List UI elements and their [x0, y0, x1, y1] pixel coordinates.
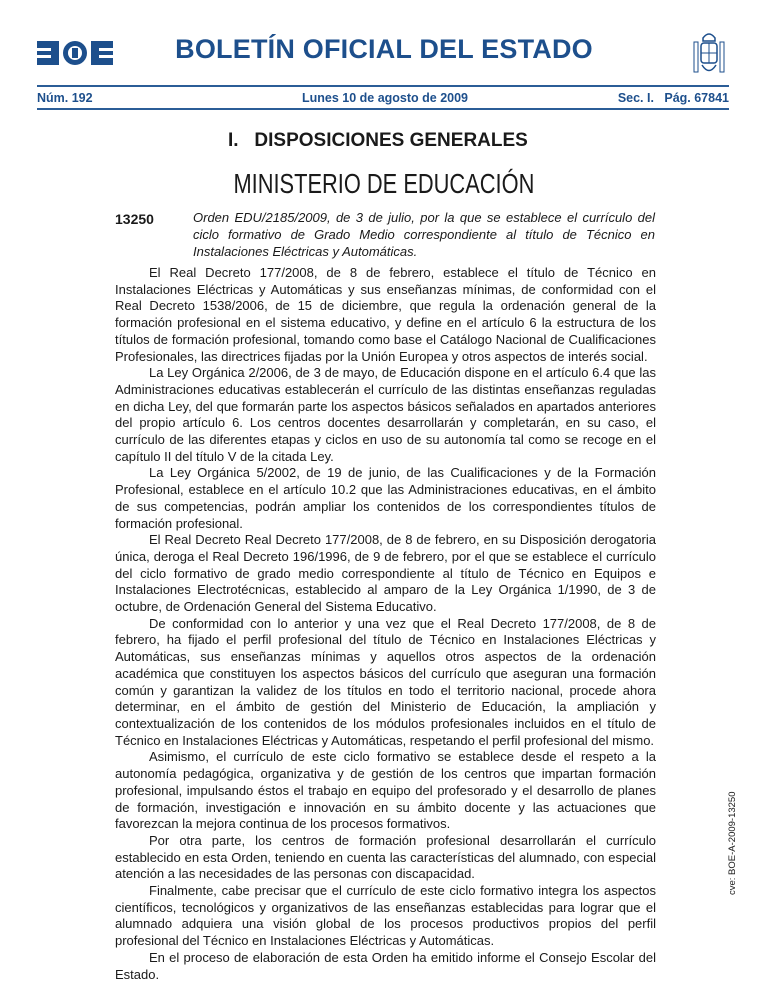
coat-of-arms-icon [692, 30, 726, 78]
header-rule-bottom [37, 108, 729, 110]
paragraph: El Real Decreto Real Decreto 177/2008, de 8 de febrero, en su Disposición derogatoria única, deroga el Real Decreto 196/1996, de 9 de febrero, por el que se establece el currículo del ciclo formativo de grado medio correspondiente al título de Técnico en Equipos e Instalaciones Electrotécnicas, establecido al amparo de la Ley Orgánica 1/1990, de 3 de octubre, de Ordenación General del Sistema Educativo. [115, 532, 656, 615]
issue-number: Núm. 192 [37, 91, 93, 105]
paragraph: Finalmente, cabe precisar que el currículo de este ciclo formativo integra los aspectos científicos, tecnológicos y organizativos de las enseñanzas establecidas para lograr que el alumnado adquiera una visión global de los procesos productivos propios del perfil profesional del Técnico en Instalaciones Eléctricas y Automáticas. [115, 883, 656, 949]
paragraph: La Ley Orgánica 2/2006, de 3 de mayo, de Educación dispone en el artículo 6.4 que las Administraciones educativas establecerán el currículo de las distintas enseñanzas reguladas en dicha Ley, del que formarán parte los aspectos básicos señalados en apartados anteriores del propio artículo 6. Los centros docentes desarrollarán y completarán, en su caso, el currículo de las diferentes etapas y ciclos en uso de su autonomía tal como se recoge en el capítulo II del título V de la citada Ley. [115, 365, 656, 464]
order-body [115, 265, 656, 983]
paragraph: El Real Decreto 177/2008, de 8 de febrero, establece el título de Técnico en Instalaciones Eléctricas y Automáticas y sus enseñanzas mínimas, de conformidad con el Real Decreto 1538/2006, de 15 de diciembre, que regula la ordenación general de la formación profesional en el sistema educativo, y define en el artículo 6 la estructura de los títulos de formación profesional, tomando como base el Catálogo Nacional de Cualificaciones Profesionales, las directrices fijadas por la Unión Europea y otros aspectos de interés social. [115, 265, 656, 364]
order-summary: Orden EDU/2185/2009, de 3 de julio, por la que se establece el currículo del ciclo formativo de Grado Medio correspondiente al título de Técnico en Instalaciones Eléctricas y Automáticas. [193, 210, 655, 259]
bulletin-title: BOLETÍN OFICIAL DEL ESTADO [175, 34, 593, 64]
section-page: Sec. I. Pág. 67841 [617, 91, 729, 105]
header-rule-top [37, 85, 729, 87]
paragraph: Asimismo, el currículo de este ciclo formativo se establece desde el respeto a la autonomía pedagógica, organizativa y de gestión de los centros que impartan formación profesional, impulsando éstos el trabajo en equipo del profesorado y el desarrollo de planes de formación, investigación e innovación en su ámbito docente y las actuaciones que favorezcan la mejora continua de los procesos formativos. [115, 749, 656, 832]
paragraph: La Ley Orgánica 5/2002, de 19 de junio, de las Cualificaciones y de la Formación Profesional, establece en el artículo 10.2 que las Administraciones educativas, en el ámbito de sus competencias, podrán ampliar los contenidos de los correspondientes títulos de formación profesional. [115, 465, 656, 531]
paragraph: En el proceso de elaboración de esta Orden ha emitido informe el Consejo Escolar del Estado. [115, 949, 656, 982]
order-number: 13250 [115, 211, 154, 227]
cve-code: cve: BOE-A-2009-13250 [727, 791, 738, 895]
paragraph: De conformidad con lo anterior y una vez que el Real Decreto 177/2008, de 8 de febrero, ha fijado el perfil profesional del título de Técnico en Instalaciones Eléctricas y Automáticas, sus enseñanzas mínimas y aquellos otros aspectos de la ordenación académica que constituyen los aspectos básicos del currículo que aseguran una formación común y garantizan la validez de los títulos en todo el territorio nacional, procede ahora determinar, en el ámbito de gestión del Ministerio de Educación, la ampliación y contextualización de los contenidos de los módulos profesionales incluidos en el título de Técnico en Instalaciones Eléctricas y Automáticas, respetando el perfil profesional del mismo. [115, 615, 656, 748]
section-title: I. DISPOSICIONES GENERALES [228, 130, 528, 151]
ministry-heading [0, 168, 768, 200]
paragraph: Por otra parte, los centros de formación profesional desarrollarán el currículo establecido en esta Orden, teniendo en cuenta las características del alumnado, con especial atención a las necesidades de las personas con discapacidad. [115, 832, 656, 882]
ministry-name: MINISTERIO DE EDUCACIÓN [233, 168, 535, 199]
issue-date: Lunes 10 de agosto de 2009 [301, 91, 469, 105]
